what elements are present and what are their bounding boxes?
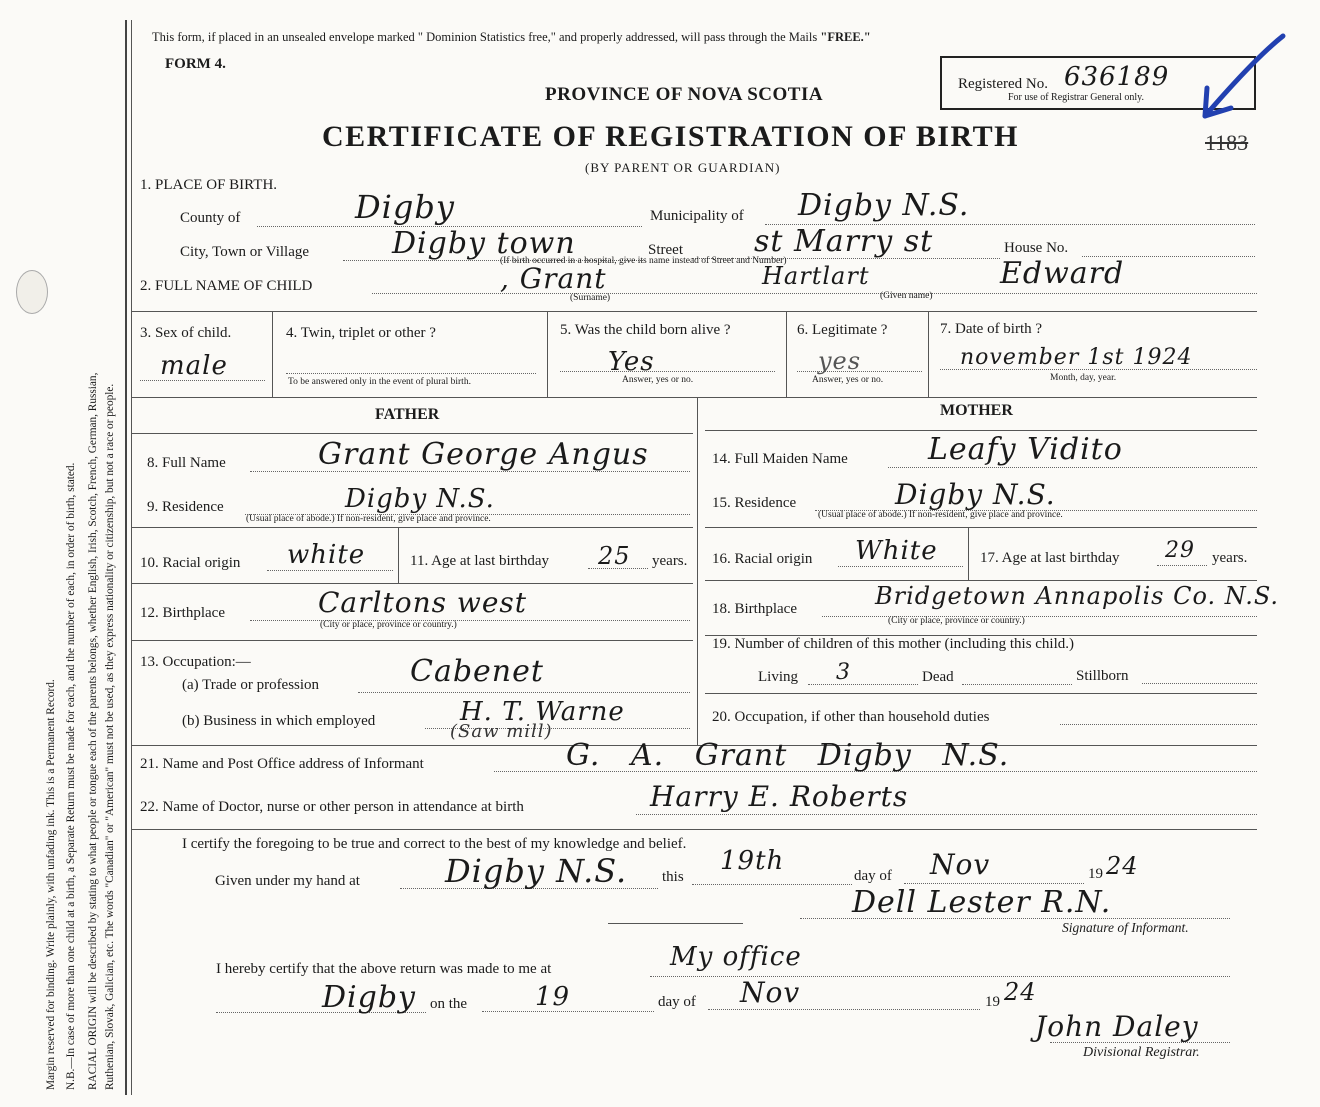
- sex-value[interactable]: male: [160, 351, 228, 381]
- business-label: (b) Business in which employed: [182, 713, 376, 729]
- place-of-birth-label: 1. PLACE OF BIRTH.: [140, 177, 278, 193]
- trade-label: (a) Trade or profession: [182, 677, 320, 693]
- registered-value: 636189: [1064, 62, 1170, 92]
- dayof2-value[interactable]: Nov: [740, 976, 801, 1009]
- informant-sig-label: Signature of Informant.: [1062, 920, 1189, 935]
- street-value[interactable]: st Marry st: [754, 224, 934, 259]
- registrar-sig-label: Divisional Registrar.: [1083, 1045, 1200, 1060]
- mother-res-label: 15. Residence: [712, 495, 797, 511]
- dead-label: Dead: [922, 669, 954, 685]
- mother-birthplace-note: (City or place, province or country.): [888, 616, 1025, 626]
- onthe-label: on the: [430, 996, 468, 1012]
- attendant-label: 22. Name of Doctor, nurse or other person in attendance at birth: [140, 799, 524, 815]
- business-value[interactable]: H. T. Warne: [460, 697, 625, 727]
- alive-note: Answer, yes or no.: [622, 375, 694, 385]
- occupation-label: 13. Occupation:—: [140, 654, 251, 670]
- street-label: Street: [648, 242, 683, 258]
- registrar-signature[interactable]: John Daley: [1035, 1010, 1199, 1043]
- mother-years: years.: [1212, 550, 1248, 566]
- legit-label: 6. Legitimate ?: [797, 322, 888, 338]
- alive-value[interactable]: Yes: [608, 347, 655, 377]
- dob-label: 7. Date of birth ?: [940, 321, 1043, 337]
- children-label: 19. Number of children of this mother (including this child.): [712, 636, 1075, 652]
- father-res-note: (Usual place of abode.) If non-resident, give place and province.: [246, 514, 491, 524]
- father-years: years.: [652, 553, 688, 569]
- alive-label: 5. Was the child born alive ?: [560, 322, 731, 338]
- page-subtitle: (BY PARENT OR GUARDIAN): [585, 160, 781, 175]
- given-note: (Given name): [880, 291, 933, 301]
- binding-line: [125, 20, 127, 1095]
- stillborn-label: Stillborn: [1076, 668, 1129, 684]
- province-heading: PROVINCE OF NOVA SCOTIA: [545, 84, 824, 105]
- year2-value[interactable]: 24: [1004, 978, 1037, 1006]
- mail-note: This form, if placed in an unsealed envelope marked " Dominion Statistics free," and properly addressed, will pass through the Mails "FREE.": [152, 30, 871, 44]
- father-res-value[interactable]: Digby N.S.: [345, 484, 495, 514]
- given-place-value[interactable]: Digby N.S.: [445, 852, 628, 890]
- page-title: CERTIFICATE OF REGISTRATION OF BIRTH: [322, 120, 1019, 153]
- mother-res-value[interactable]: Digby N.S.: [895, 478, 1056, 511]
- dayof-label: day of: [854, 868, 892, 884]
- punch-hole: [16, 270, 48, 314]
- surname-note: (Surname): [570, 293, 611, 303]
- registration-place[interactable]: Digby: [322, 980, 417, 1015]
- father-racial-label: 10. Racial origin: [140, 555, 241, 571]
- twin-note: To be answered only in the event of plural birth.: [288, 377, 471, 387]
- child-name-label: 2. FULL NAME OF CHILD: [140, 278, 313, 294]
- father-name-label: 8. Full Name: [147, 455, 226, 471]
- county-value[interactable]: Digby: [355, 188, 455, 226]
- mother-name-label: 14. Full Maiden Name: [712, 451, 848, 467]
- father-racial-value[interactable]: white: [287, 540, 366, 570]
- attendant-value[interactable]: Harry E. Roberts: [650, 780, 909, 813]
- surname-value[interactable]: , Grant: [500, 262, 607, 295]
- mother-age-label: 17. Age at last birthday: [980, 550, 1120, 566]
- this-label: this: [662, 869, 684, 885]
- father-birthplace-note: (City or place, province or country.): [320, 620, 457, 630]
- mother-racial-label: 16. Racial origin: [712, 551, 813, 567]
- father-age-value[interactable]: 25: [598, 542, 631, 570]
- business-value-2[interactable]: (Saw mill): [450, 721, 553, 742]
- hereby-value[interactable]: My office: [670, 942, 802, 972]
- this-value[interactable]: 19th: [720, 846, 785, 876]
- mother-birthplace-value[interactable]: Bridgetown Annapolis Co. N.S.: [875, 582, 1280, 610]
- hospital-note: (If birth occurred in a hospital, give its name instead of Street and Number): [500, 256, 787, 266]
- house-label: House No.: [1004, 240, 1069, 256]
- year-struck: 1183: [1205, 130, 1249, 155]
- municipality-value[interactable]: Digby N.S.: [798, 188, 970, 223]
- year-prefix: 19: [1088, 866, 1103, 882]
- city-label: City, Town or Village: [180, 244, 310, 260]
- margin-note-4: Ruthenian, Slovak, Galician, etc. The words "Canadian" or "American" must not be used, as they express nationality or citizenship, but not a race or people.: [104, 383, 116, 1090]
- dob-note: Month, day, year.: [1050, 373, 1117, 383]
- given-name-1[interactable]: Hartlart: [762, 262, 870, 290]
- given-name-2[interactable]: Edward: [1000, 256, 1125, 291]
- hereby-line: I hereby certify that the above return was made to me at: [216, 961, 552, 977]
- father-age-label: 11. Age at last birthday: [410, 553, 549, 569]
- trade-value[interactable]: Cabenet: [410, 654, 544, 689]
- informant-signature[interactable]: Dell Lester R.N.: [852, 885, 1112, 920]
- year-value[interactable]: 24: [1106, 852, 1139, 880]
- form-number: FORM 4.: [165, 56, 226, 72]
- certify-line: I certify the foregoing to be true and correct to the best of my knowledge and belief.: [182, 836, 687, 852]
- given-label: Given under my hand at: [215, 873, 360, 889]
- father-birthplace-value[interactable]: Carltons west: [318, 586, 528, 619]
- municipality-label: Municipality of: [650, 208, 744, 224]
- margin-note-2: N.B.—In case of more than one child at a birth, a Separate Return must be made for each, and the number of each, in order of birth, stated.: [65, 462, 77, 1090]
- father-res-label: 9. Residence: [147, 499, 224, 515]
- father-birthplace-label: 12. Birthplace: [140, 605, 225, 621]
- county-label: County of: [180, 210, 241, 226]
- mother-racial-value[interactable]: White: [855, 536, 938, 566]
- father-heading: FATHER: [375, 406, 440, 423]
- margin-note-1: Margin reserved for binding. Write plainly, with unfading ink. This is a Permanent Record.: [45, 679, 57, 1090]
- living-value[interactable]: 3: [836, 660, 851, 685]
- twin-label: 4. Twin, triplet or other ?: [286, 325, 436, 341]
- mother-age-value[interactable]: 29: [1165, 538, 1195, 563]
- informant-value[interactable]: G. A. Grant Digby N.S.: [566, 738, 1010, 773]
- legit-value[interactable]: yes: [818, 347, 862, 375]
- city-value[interactable]: Digby town: [392, 226, 576, 261]
- dayof2-label: day of: [658, 994, 696, 1010]
- check-mark-icon: [1195, 28, 1290, 123]
- registrar-note: For use of Registrar General only.: [1008, 92, 1144, 103]
- legit-note: Answer, yes or no.: [812, 375, 884, 385]
- onthe-value[interactable]: 19: [535, 982, 571, 1012]
- year2-prefix: 19: [985, 994, 1000, 1010]
- informant-label: 21. Name and Post Office address of Informant: [140, 756, 424, 772]
- mother-heading: MOTHER: [940, 402, 1013, 419]
- dayof-value[interactable]: Nov: [930, 848, 991, 881]
- dob-value[interactable]: november 1st 1924: [960, 345, 1193, 370]
- sex-label: 3. Sex of child.: [140, 325, 232, 341]
- living-label: Living: [758, 669, 798, 685]
- mother-name-value[interactable]: Leafy Vidito: [928, 432, 1123, 467]
- mother-occupation-label: 20. Occupation, if other than household duties: [712, 709, 990, 725]
- binding-line-inner: [131, 20, 132, 1095]
- margin-note-3: RACIAL ORIGIN will be described by stating to what people or tongue each of the parents belongs, whether English, Irish, Scotch, French, German, Russian,: [87, 372, 99, 1090]
- mother-res-note: (Usual place of abode.) If non-resident, give place and province.: [818, 510, 1063, 520]
- father-name-value[interactable]: Grant George Angus: [318, 437, 649, 472]
- registered-label: Registered No.: [958, 76, 1048, 92]
- mother-birthplace-label: 18. Birthplace: [712, 601, 797, 617]
